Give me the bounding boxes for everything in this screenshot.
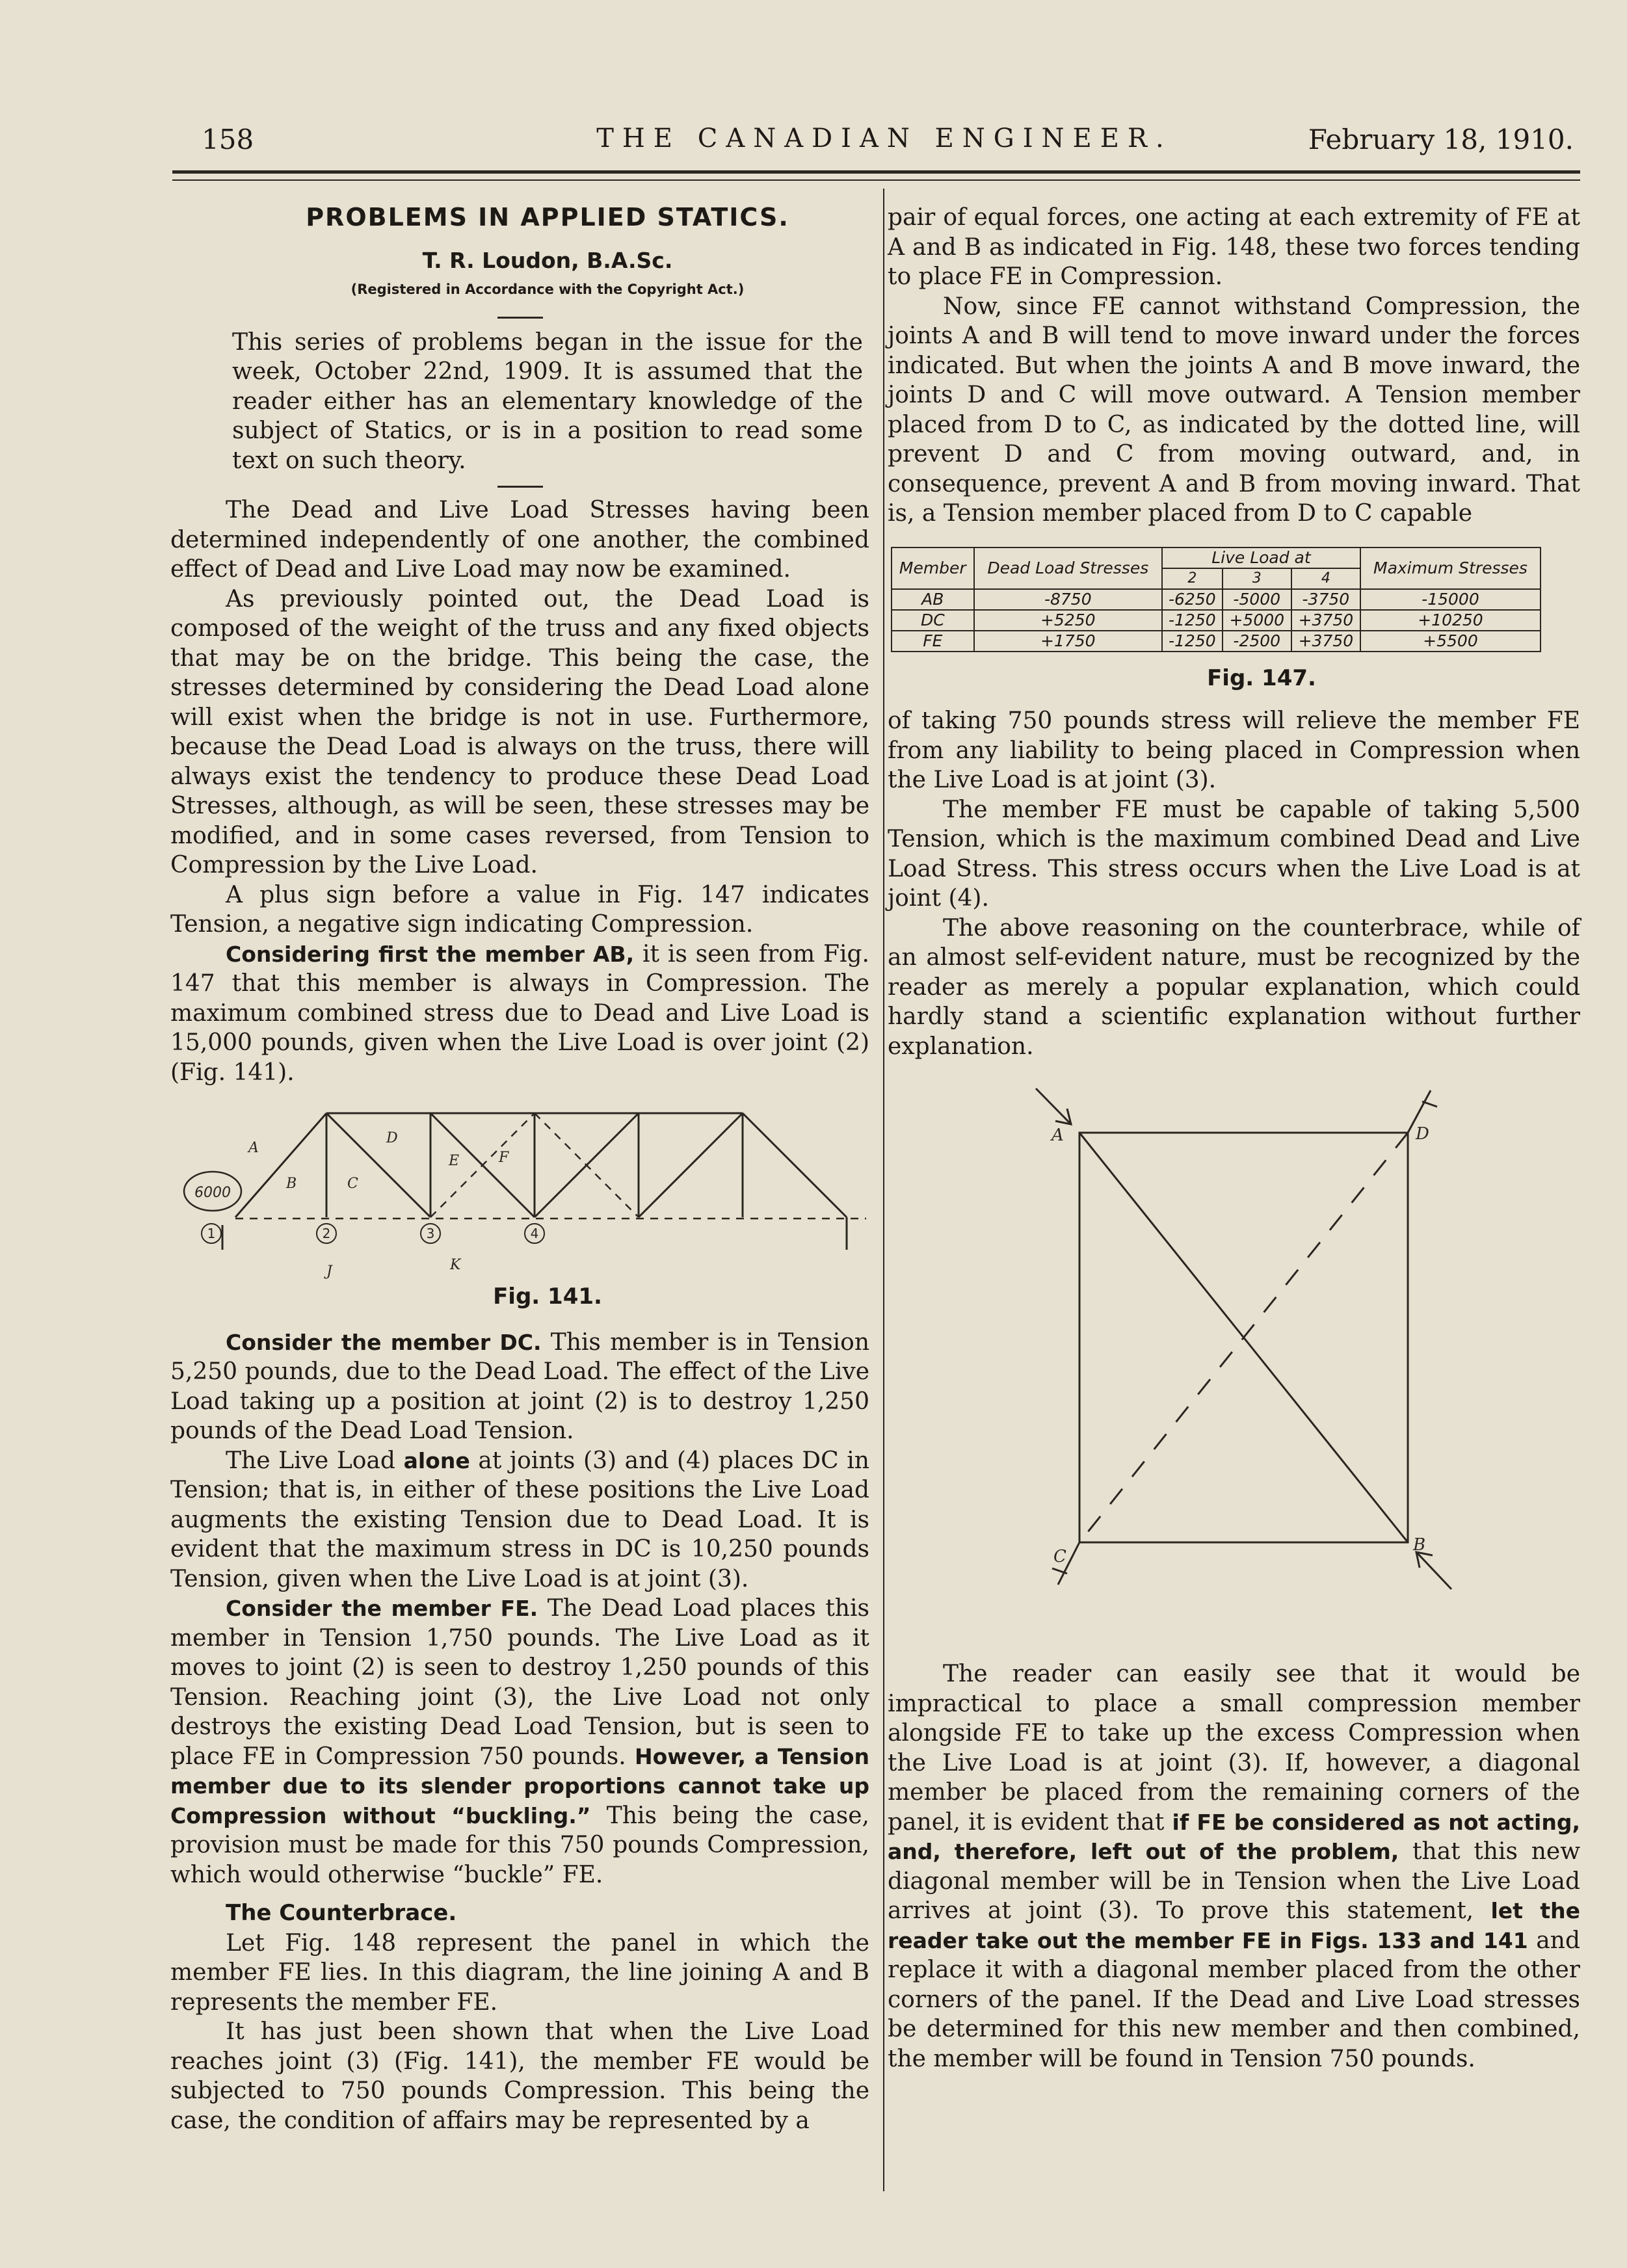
article-title: PROBLEMS IN APPLIED STATICS.	[306, 203, 789, 231]
paragraph: pair of equal forces, one acting at each extremity of FE at A and B as indicated in Fig. 148, these two forces tending to place FE in Compression.	[888, 204, 1580, 290]
table-row: FE +1750 -1250 -2500 +3750 +5500	[892, 631, 1541, 652]
label-c: C	[347, 1176, 358, 1192]
paragraph: Considering first the member AB, it is seen from Fig. 147 that this member is always in Compression. The maximum combined stress due to Dead and Live Load is 15,000 pounds, given when the Live Load is over joint (2) (Fig. 141).	[170, 940, 869, 1086]
header-rule	[172, 170, 1580, 174]
corner-label-a: A	[1052, 1126, 1064, 1145]
paragraph: The member FE must be capable of taking 5,500 Tension, which is the maximum combined Dead and Live Load Stress. This stress occurs when the Live Load is at joint (4).	[888, 796, 1580, 912]
table-row: AB -8750 -6250 -5000 -3750 -15000	[892, 589, 1541, 610]
bold-lead: Considering first the member AB,	[226, 941, 635, 967]
fig-141-truss-diagram	[170, 1087, 869, 1282]
label-b: B	[286, 1176, 297, 1192]
fig-141-caption: Fig. 141.	[493, 1284, 602, 1310]
joint-3: 3	[426, 1226, 435, 1241]
header-rule-thin	[172, 179, 1580, 181]
fig-147-stress-table	[891, 547, 1541, 652]
paragraph: of taking 750 pounds stress will relieve the member FE from any liability to being placed in Compression when the Live Load is at joint (3).	[888, 707, 1580, 793]
running-head	[189, 124, 1580, 163]
bold-lead: Consider the member FE.	[226, 1596, 538, 1621]
paragraph: The Dead and Live Load Stresses having been determined independently of one another, the combined effect of Dead and Live Load may now be examined.	[170, 497, 869, 583]
paragraph: The Live Load alone at joints (3) and (4) places DC in Tension; that is, in either of these positions the Live Load augments the existing Tension due to Dead Load. It is evident that the maximum stress in DC is 10,250 pounds Tension, given when the Live Load is at joint (3).	[170, 1447, 869, 1592]
paragraph: Now, since FE cannot withstand Compression, the joints A and B will tend to move inward under the forces indicated. But when the joints A and B move inward, the joints D and C will move outward. A Tension member placed from D to C, as indicated by the dotted line, will prevent D and C from moving outward, and, in consequence, prevent A and B from moving inward. That is, a Tension member placed from D to C capable	[888, 293, 1580, 527]
issue-date: February 18, 1910.	[1308, 124, 1574, 155]
fig-148-panel-diagram	[888, 1061, 1580, 1659]
page-number: 158	[202, 124, 254, 155]
label-j: J	[326, 1263, 332, 1280]
label-k: K	[450, 1257, 461, 1273]
column-divider	[883, 189, 884, 2191]
table-header: Dead Load Stresses	[974, 547, 1162, 589]
joint-4: 4	[530, 1226, 539, 1241]
paragraph: The reader can easily see that it would be impractical to place a small compression member alongside FE to take up the excess Compression when the Live Load is at joint (3). If, however, a diagonal member be placed from the remaining corners of the panel, it is evident that if FE be considered as not acting, and, therefore, left out of the problem, that this new diagonal member will be in Tension when the Live Load arrives at joint (3). To prove this statement, let the reader take out the member FE in Figs. 133 and 141 and replace it with a diagonal member placed from the other corners of the panel. If the Dead and Live Load stresses be determined for this new member and then combined, the member will be found in Tension 750 pounds.	[888, 1661, 1581, 2072]
table-row: DC +5250 -1250 +5000 +3750 +10250	[892, 610, 1541, 631]
corner-label-c: C	[1053, 1547, 1066, 1566]
load-value: 6000	[194, 1185, 231, 1201]
table-header: Live Load at	[1162, 547, 1360, 568]
paragraph: The above reasoning on the counterbrace, while of an almost self-evident nature, must be recognized by the reader as merely a popular explanation, which could hardly stand a scientific explanation without further explanation.	[888, 914, 1580, 1060]
section-heading: The Counterbrace.	[226, 1900, 457, 1926]
label-a: A	[248, 1140, 259, 1156]
joint-2: 2	[322, 1226, 331, 1241]
joint-1: 1	[207, 1226, 216, 1241]
table-subheader: 2	[1162, 568, 1223, 589]
fig-147-caption: Fig. 147.	[1207, 665, 1316, 691]
right-column	[888, 203, 1580, 2074]
table-header: Maximum Stresses	[1360, 547, 1541, 589]
left-column	[170, 203, 869, 2135]
paragraph: Let Fig. 148 represent the panel in which the member FE lies. In this diagram, the line joining A and B represents the member FE.	[170, 1929, 869, 2016]
paragraph: A plus sign before a value in Fig. 147 indicates Tension, a negative sign indicating Compression.	[170, 881, 869, 938]
table-subheader: 4	[1291, 568, 1360, 589]
corner-label-b: B	[1413, 1535, 1426, 1555]
article-author: T. R. Loudon, B.A.Sc.	[422, 247, 673, 273]
paragraph: As previously pointed out, the Dead Load is composed of the weight of the truss and any fixed objects that may be on the bridge. This being the case, the stresses determined by considering the Dead Load alone will exist when the bridge is not in use. Furthermore, because the Dead Load is always on the truss, there will always exist the tendency to produce these Dead Load Stresses, although, as will be seen, these stresses may be modified, and in some cases reversed, from Tension to Compression by the Live Load.	[170, 585, 869, 878]
table-header: Member	[892, 547, 974, 589]
label-f: F	[499, 1150, 509, 1166]
label-d: D	[386, 1130, 398, 1146]
journal-title: THE CANADIAN ENGINEER.	[596, 124, 1172, 153]
series-intro: This series of problems began in the issue for the week, October 22nd, 1909. It is assumed that the reader either has an elementary knowledge of the subject of Statics, or is in a position to read some text on such theory.	[232, 328, 863, 474]
bold-lead: Consider the member DC.	[226, 1329, 542, 1355]
label-e: E	[449, 1153, 460, 1169]
paragraph: Consider the member FE. The Dead Load places this member in Tension 1,750 pounds. The Live Load as it moves to joint (2) is seen to destroy 1,250 pounds of this Tension. Reaching joint (3), the Live Load not only destroys the existing Dead Load Tension, but is seen to place FE in Compression 750 pounds. However, a Tension member due to its slender proportions cannot take up Compression without “buckling.” This being the case, provision must be made for this 750 pounds Compression, which would otherwise “buckle” FE.	[170, 1595, 870, 1888]
table-subheader: 3	[1223, 568, 1291, 589]
paragraph: Consider the member DC. This member is in Tension 5,250 pounds, due to the Dead Load. The effect of the Live Load taking up a position at joint (2) is to destroy 1,250 pounds of the Dead Load Tension.	[170, 1328, 870, 1444]
paragraph: It has just been shown that when the Live Load reaches joint (3) (Fig. 141), the member FE would be subjected to 750 pounds Compression. This being the case, the condition of affairs may be represented by a	[170, 2018, 869, 2134]
corner-label-d: D	[1416, 1124, 1429, 1144]
copyright-notice: (Registered in Accordance with the Copyright Act.)	[351, 282, 745, 297]
